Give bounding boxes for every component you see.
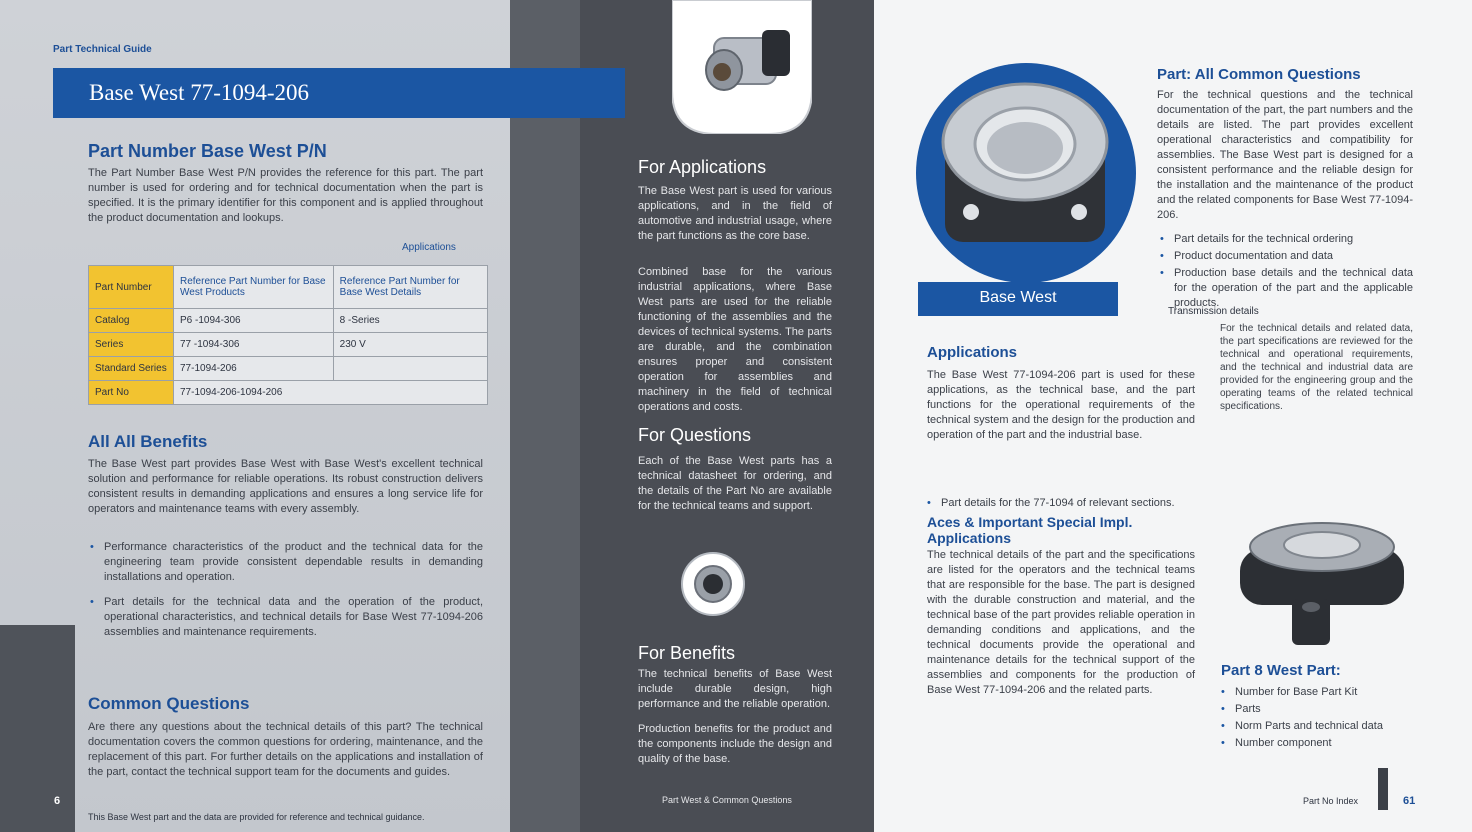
- benefits-list: [90, 540, 483, 642]
- table-cell: [333, 357, 487, 381]
- special-heading: Aces & Important Special Impl. Applications: [927, 514, 1133, 546]
- part-west-heading: Part 8 West Part:: [1221, 662, 1341, 679]
- right-footer: Part No Index: [1303, 796, 1359, 806]
- base-west-badge: [918, 282, 1118, 316]
- right-footer-bar: [1378, 768, 1388, 810]
- right-questions-text: For the technical questions and the technical documentation of the part, the part numbers and the details are listed. The part provides excellent operational characteristics and compatibility for assemblies. The Base West part is designed for a consistent performance and the reliable design for the installation and the maintenance of the product and the related components for Base West 77-1094-206.: [1157, 89, 1413, 221]
- badge-label: Base West: [979, 289, 1057, 306]
- table-cell: 77-1094-206: [174, 357, 334, 381]
- questions-heading: Common Questions: [88, 694, 250, 713]
- table-cell: Catalog: [89, 309, 174, 333]
- mid-benefits-text: The technical benefits of Base West include durable design, high performance and the reliable operation.: [638, 668, 832, 710]
- table-cell: Reference Part Number for Base West Products: [174, 266, 334, 309]
- table-row: [89, 357, 488, 381]
- left-bottom-strip: [0, 625, 75, 832]
- right-questions-heading: Part: All Common Questions: [1157, 66, 1361, 83]
- applications-link[interactable]: Applications: [402, 242, 456, 253]
- mid-questions-heading: For Questions: [638, 425, 752, 445]
- right-questions-list: [1160, 232, 1413, 313]
- benefits-heading: All All Benefits: [88, 432, 208, 451]
- side-part-illustration: [1232, 517, 1412, 647]
- table-cell: Standard Series: [89, 357, 174, 381]
- table-row: [89, 381, 488, 405]
- title-bar: [53, 68, 625, 118]
- table-cell: P6 -1094-306: [174, 309, 334, 333]
- part-number-heading: Part Number Base West P/N: [88, 141, 327, 161]
- bearing-image: [681, 552, 745, 616]
- left-gutter-strip: [510, 0, 580, 832]
- base-part-illustration: [915, 62, 1137, 284]
- list-item: • Parts: [1221, 702, 1416, 717]
- table-cell: Reference Part Number for Base West Details: [333, 266, 487, 309]
- mid-questions-text: Each of the Base West parts has a technical datasheet for ordering, and the details of the Part No are available for the technical teams and support.: [638, 455, 832, 512]
- part-west-list: [1221, 685, 1416, 753]
- list-item: • Performance characteristics of the product and the technical data for the engineering team provide consistent dependable results in demanding installations and operation.: [90, 540, 483, 585]
- table-cell: Part No: [89, 381, 174, 405]
- table-cell: 230 V: [333, 333, 487, 357]
- mid-benefits-text-2: Production benefits for the product and the components include the design and quality of the base.: [638, 723, 832, 765]
- table-cell: 77-1094-206-1094-206: [174, 381, 488, 405]
- list-item: • Product documentation and data: [1160, 249, 1413, 264]
- side-part-image: [1232, 517, 1412, 647]
- top-part-image: [672, 0, 812, 134]
- part-number-text: The Part Number Base West P/N provides the reference for this part. The part number is used for ordering and for technical documentation when the part is specified. It is the primary identifier for this component and is applied throughout the product documentation and lookups.: [88, 167, 483, 224]
- list-item: • Part details for the 77-1094 of relevant sections.: [927, 496, 1195, 511]
- left-page: [0, 0, 510, 832]
- table-row: [89, 266, 488, 309]
- spec-table: [88, 265, 488, 405]
- mid-applications-heading: For Applications: [638, 157, 767, 177]
- table-cell: Series: [89, 333, 174, 357]
- base-part-image: [915, 62, 1137, 284]
- list-item: • Number component: [1221, 736, 1416, 751]
- table-row: [89, 333, 488, 357]
- right-applications-text: The Base West 77-1094-206 part is used for these applications, as the technical base, and the part functions for the operational requirements of the technical system and the design for the production and operation of the part and the industrial base.: [927, 369, 1195, 441]
- table-cell: Part Number: [89, 266, 174, 309]
- page-number-right: 61: [1403, 795, 1416, 807]
- guide-label: Part Technical Guide: [53, 44, 152, 55]
- benefits-text: The Base West part provides Base West with Base West's excellent technical solution and performance for reliable operations. Its robust construction delivers consistent results in demanding applications and ensures a long service life for operators and maintenance teams with every assembly.: [88, 458, 483, 515]
- questions-text: Are there any questions about the technical details of this part? The technical documentation covers the common questions for ordering, maintenance, and the replacement of this part. For further details on the applications and installation of the part, contact the technical support team for the documents and guides.: [88, 721, 483, 778]
- mid-applications-text: The Base West part is used for various applications, and in the field of automotive and industrial usage, where the part functions as the core base.: [638, 185, 832, 242]
- mid-footer: Part West & Common Questions: [662, 795, 792, 805]
- list-item: • Part details for the technical ordering: [1160, 232, 1413, 247]
- bearing-illustration: [681, 552, 745, 616]
- right-applications-heading: Applications: [927, 344, 1018, 361]
- mid-benefits-heading: For Benefits: [638, 643, 736, 663]
- list-item: • Production base details and the technical data for the operation of the part and the applicable products.: [1160, 266, 1413, 311]
- list-item: • Norm Parts and technical data: [1221, 719, 1416, 734]
- table-cell: 8 -Series: [333, 309, 487, 333]
- mid-applications-text-2: Combined base for the various industrial applications, where Base West parts are used for the reliable functioning of the assemblies and the devices of technical systems. The parts are durable, and the combination ensures proper and consistent operation for assemblies and machinery in the field of technical operations and costs.: [638, 266, 832, 413]
- special-text: The technical details of the part and the specifications are listed for the operators and the technical teams that are responsible for the base. The part is designed with the durable construction and material, and the technical base of the part provides reliable operation in demanding conditions and applications, and the technical documents provide the operational and maintenance details for the technical support of the assemblies and components for the production of Base West 77-1094-206 and the related parts.: [927, 549, 1195, 696]
- list-item: • Number for Base Part Kit: [1221, 685, 1416, 700]
- motor-part-illustration: [672, 0, 812, 134]
- footer-note: This Base West part and the data are provided for reference and technical guidance.: [88, 812, 425, 822]
- table-row: [89, 309, 488, 333]
- list-item: • Part details for the technical data and the operation of the product, operational characteristics, and technical details for Base West 77-1094-206 assemblies and maintenance requirements.: [90, 595, 483, 640]
- right-applications-list: [927, 496, 1195, 513]
- table-cell: 77 -1094-306: [174, 333, 334, 357]
- page-title: Base West 77-1094-206: [89, 80, 310, 105]
- right-side-text: For the technical details and related data, the part specifications are reviewed for the technical and operational requirements, and the technical and industrial data are provided for the engineering group and the operating teams of the related technical specifications.: [1220, 323, 1413, 412]
- transition-label: Transmission details: [1168, 306, 1259, 317]
- page-number-left: 6: [54, 795, 61, 807]
